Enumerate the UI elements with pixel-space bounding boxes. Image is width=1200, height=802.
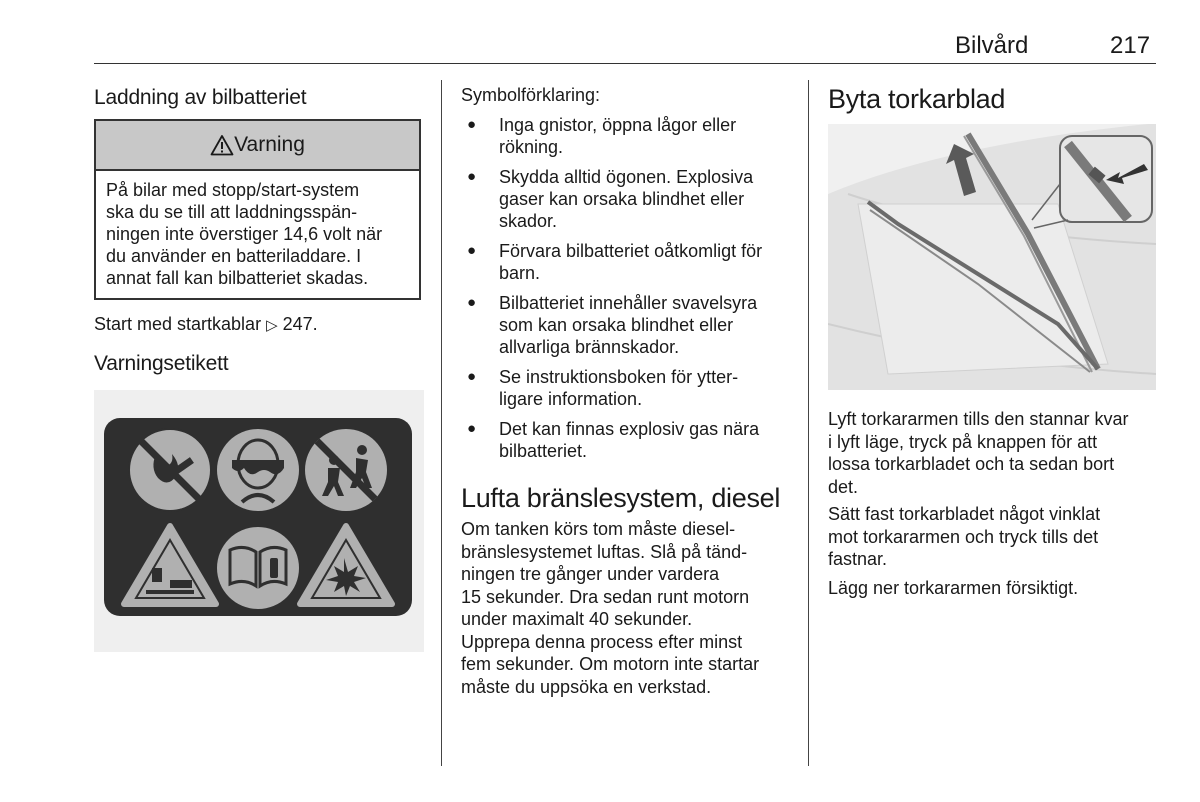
symbol-intro: Symbolförklaring: [461,85,601,105]
header-rule [94,63,1156,64]
list-item-line: ● Inga gnistor, öppna lågor eller [499,115,737,135]
warning-header [96,121,419,171]
text-line: 15 sekunder. Dra sedan runt motorn [461,586,750,607]
list-item-line: ● Det kan finnas explosiv gas nära [499,419,760,439]
heading-replace-wiper: Byta torkarblad [828,84,1006,114]
text-line: bränslesystemet luftas. Slå på tänd- [461,541,748,562]
heading-bleed-fuel-system: Lufta bränslesystem, diesel [461,483,781,513]
page-number: 217 [1110,32,1151,59]
warning-line: ska du se till att laddningsspän- [106,202,358,222]
text-line: lossa torkarbladet och ta sedan bort [828,454,1115,474]
text-line: fem sekunder. Om motorn inte startar [461,654,760,674]
wiper-paragraph-3: Lägg ner torkararmen försiktigt. [828,578,1079,598]
list-item [461,418,801,462]
text-line: fastnar. [828,549,888,569]
heading-warning-label: Varningsetikett [94,352,229,375]
text-line: Upprepa denna process efter minst [461,631,743,652]
list-item [461,240,801,284]
list-item [461,366,801,410]
list-item-line: ● Bilbatteriet innehåller svavelsyra [499,293,758,313]
read-manual-icon [217,527,299,609]
page-reference-icon: ▷ [266,317,278,334]
text-line: i lyft läge, tryck på knappen för att [828,431,1098,452]
list-item-line: rökning. [499,137,564,157]
text-line: Lyft torkararmen tills den stannar kvar [828,409,1129,429]
warning-line: du använder en batteriladdare. I [106,246,362,266]
list-item-line: allvarliga brännskador. [499,337,680,357]
list-item-line: ● Förvara bilbatteriet oåtkomligt för [499,241,763,261]
warning-triangle-icon [210,134,234,156]
text-line: måste du uppsöka en verkstad. [461,676,712,697]
text-line: under maximalt 40 sekunder. [461,609,693,629]
list-item-line: barn. [499,263,541,283]
text-line: det. [828,476,859,497]
eye-protection-icon [217,429,299,511]
keep-away-from-children-icon [305,429,387,511]
text-line: Om tanken körs tom måste diesel- [461,519,736,539]
no-open-flame-icon [129,429,211,511]
list-item-line: som kan orsaka blindhet eller [499,315,734,335]
symbol-list [461,114,801,470]
wiper-paragraph-2 [828,503,1100,571]
column-divider-2 [808,80,809,766]
wiper-figure [828,124,1156,390]
column-divider-1 [441,80,442,766]
list-item-line: ● Se instruktionsboken för ytter- [499,367,739,387]
warning-title: Varning [234,133,305,156]
warning-label-figure [94,390,424,652]
heading-battery-charging: Laddning av bilbatteriet [94,86,307,109]
list-item-line: gaser kan orsaka blindhet eller [499,189,745,209]
text-line: mot torkararmen och tryck tills det [828,526,1099,547]
list-item-line: bilbatteriet. [499,441,588,461]
warning-box [94,119,421,300]
wiper-paragraph-1 [828,408,1128,498]
list-item [461,114,801,158]
text-line: ningen tre gånger under vardera [461,564,720,584]
warning-line: annat fall kan bilbatteriet skadas. [106,268,369,288]
section-title: Bilvård [955,32,1029,59]
list-item-line: ● Skydda alltid ögonen. Explosiva [499,167,754,187]
warning-text [96,171,419,297]
text-line: Sätt fast torkarbladet något vinklat [828,504,1101,524]
list-item [461,292,801,358]
list-item [461,166,801,232]
wiper-illustration [828,124,1156,390]
warning-label-illustration [94,390,424,652]
warning-line: ningen inte överstiger 14,6 volt när [106,224,383,244]
list-item-line: skador. [499,211,558,231]
jump-start-reference [94,313,318,338]
warning-line: På bilar med stopp/start-system [106,180,360,200]
fuel-system-text [461,518,759,698]
jump-start-page-ref[interactable]: 247. [282,314,318,334]
list-item-line: ligare information. [499,389,643,409]
jump-start-text: Start med startkablar [94,314,262,334]
